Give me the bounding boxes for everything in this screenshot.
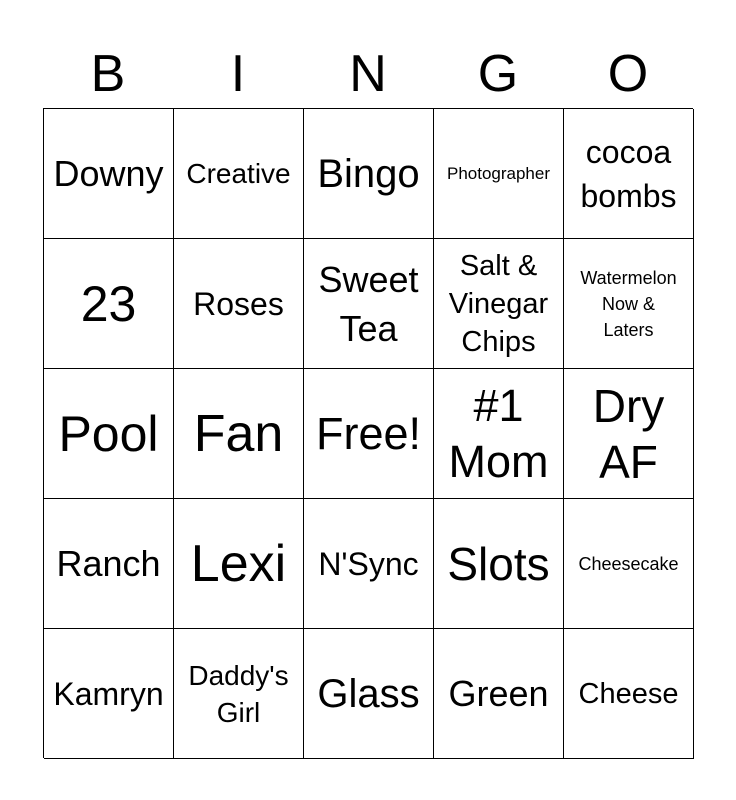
cell-label: Bingo	[317, 151, 420, 196]
cell-label: N'Sync	[318, 545, 419, 582]
bingo-cell[interactable]	[434, 109, 564, 239]
header-letter-n: N	[349, 45, 387, 103]
header-letter-i: I	[230, 45, 246, 103]
bingo-cell[interactable]	[564, 499, 694, 629]
bingo-header	[43, 40, 693, 108]
bingo-cell[interactable]	[434, 369, 564, 499]
bingo-cell[interactable]	[174, 369, 304, 499]
bingo-cell[interactable]	[304, 499, 434, 629]
cell-label: Pool	[58, 405, 159, 462]
bingo-cell[interactable]	[44, 239, 174, 369]
bingo-board	[43, 108, 693, 758]
cell-label: Free!	[315, 407, 422, 459]
cell-label: Daddy's Girl	[188, 659, 289, 728]
bingo-cell[interactable]	[44, 369, 174, 499]
header-letter-o: O	[607, 45, 649, 103]
cell-label: #1 Mom	[448, 379, 549, 487]
bingo-cell[interactable]	[304, 629, 434, 759]
bingo-cell[interactable]	[174, 239, 304, 369]
bingo-cell[interactable]	[434, 629, 564, 759]
cell-label: Photographer	[446, 163, 551, 183]
bingo-cell[interactable]	[304, 109, 434, 239]
cell-label: Creative	[186, 158, 291, 189]
cell-label: Roses	[193, 285, 284, 322]
cell-label: cocoa bombs	[580, 133, 677, 214]
bingo-cell[interactable]	[434, 239, 564, 369]
bingo-cell[interactable]	[564, 369, 694, 499]
cell-label: Salt & Vinegar Chips	[448, 249, 549, 358]
cell-label: Sweet Tea	[318, 258, 419, 349]
cell-label: Watermelon Now & Laters	[580, 267, 677, 340]
cell-label: Ranch	[56, 543, 161, 584]
bingo-cell[interactable]	[564, 109, 694, 239]
cell-label: Downy	[53, 153, 164, 194]
cell-label: Dry AF	[592, 379, 665, 488]
bingo-cell[interactable]	[174, 499, 304, 629]
free-space-cell[interactable]	[304, 369, 434, 499]
cell-label: Fan	[193, 404, 284, 463]
bingo-cell[interactable]	[304, 239, 434, 369]
cell-label: Kamryn	[53, 675, 164, 712]
cell-label: Glass	[317, 671, 420, 716]
bingo-cell[interactable]	[174, 109, 304, 239]
header-letter-b: B	[90, 45, 126, 103]
cell-label: Cheesecake	[578, 553, 679, 574]
cell-label: Lexi	[190, 534, 287, 593]
bingo-cell[interactable]	[44, 499, 174, 629]
cell-label: Slots	[447, 537, 550, 590]
cell-label: 23	[80, 275, 137, 332]
bingo-cell[interactable]	[434, 499, 564, 629]
header-letter-g: G	[477, 45, 519, 103]
cell-label: Green	[448, 673, 549, 714]
bingo-cell[interactable]	[564, 239, 694, 369]
bingo-cell[interactable]	[44, 629, 174, 759]
bingo-cell[interactable]	[564, 629, 694, 759]
bingo-cell[interactable]	[174, 629, 304, 759]
bingo-cell[interactable]	[44, 109, 174, 239]
cell-label: Cheese	[578, 677, 679, 710]
